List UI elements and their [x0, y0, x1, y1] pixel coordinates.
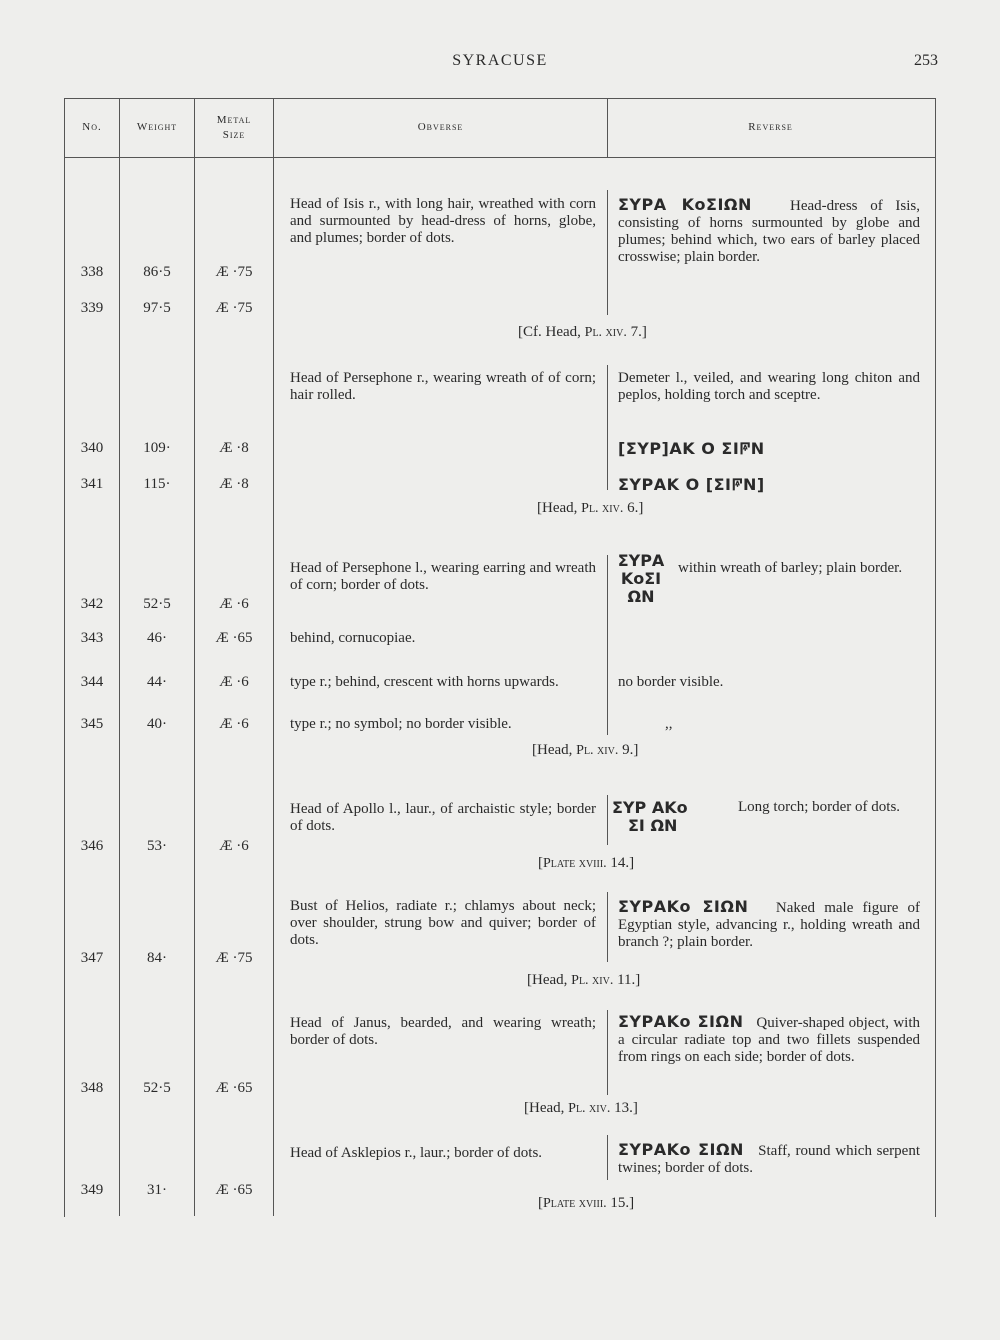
- plate-reference: [Head, Pl. xiv. 11.]: [527, 972, 641, 988]
- ditto-mark: ,,: [665, 716, 673, 732]
- reverse-description: ΣΥΡΑΚο ΣΙΩΝ Quiver-shaped object, with a circular radiate top and two fillets suspended from rings on each side; border of dots.: [618, 1012, 920, 1065]
- reverse-legend: ΣΥΡΑ ΚοΣΙ ΩΝ: [617, 551, 665, 606]
- column-rule: [607, 555, 608, 735]
- entry-weight: 115·: [143, 476, 171, 492]
- entry-number: 340: [80, 440, 104, 456]
- entry-metal-size: Æ ·6: [219, 674, 249, 690]
- entry-metal-size: Æ ·65: [215, 630, 253, 646]
- entry-metal-size: Æ ·8: [219, 440, 249, 456]
- entry-number: 347: [80, 950, 104, 966]
- plate-reference: [Head, Pl. xiv. 9.]: [532, 742, 639, 758]
- entry-weight: 53·: [147, 838, 167, 854]
- entry-number: 343: [80, 630, 104, 646]
- entry-weight: 86·5: [143, 264, 171, 280]
- column-rule: [607, 1010, 608, 1095]
- reverse-description: within wreath of barley; plain border.: [678, 560, 903, 576]
- col-header-weight: Weight: [136, 121, 178, 133]
- entry-weight: 44·: [147, 674, 167, 690]
- reverse-legend: ΣΥΡΑ ΚοΣΙΩΝ: [618, 195, 752, 214]
- obverse-description: Head of Isis r., with long hair, wreathed with corn and surmounted by head-dress of horns, globe, and plumes; border of dots.: [290, 196, 596, 246]
- entry-metal-size: Æ ·65: [215, 1182, 253, 1198]
- obverse-description: type r.; no symbol; no border visible.: [290, 716, 512, 732]
- entry-number: 338: [80, 264, 104, 280]
- plate-reference: [Head, Pl. xiv. 13.]: [524, 1100, 638, 1116]
- entry-number: 339: [80, 300, 104, 316]
- entry-number: 345: [80, 716, 104, 732]
- entry-weight: 46·: [147, 630, 167, 646]
- obverse-description: behind, cornucopiae.: [290, 630, 416, 646]
- entry-number: 342: [80, 596, 104, 612]
- entry-number: 349: [80, 1182, 104, 1198]
- reverse-legend: ΣΥΡΑΚ Ο [ΣΙ𐅊Ν]: [618, 475, 765, 494]
- reverse-text: Head-dress of Isis, consisting of horns surmounted by globe and plumes; behind which, two ears of barley placed crosswise; plain border.: [618, 198, 920, 265]
- reverse-legend: [ΣΥΡ]ΑΚ Ο ΣΙ𐅊Ν: [618, 439, 765, 458]
- column-rule: [607, 892, 608, 962]
- plate-reference: [Plate xviii. 14.]: [538, 855, 635, 871]
- plate-reference: [Head, Pl. xiv. 6.]: [537, 500, 644, 516]
- entry-metal-size: Æ ·75: [215, 950, 253, 966]
- entry-metal-size: Æ ·65: [215, 1080, 253, 1096]
- column-rule: [607, 365, 608, 490]
- reverse-description: Long torch; border of dots.: [738, 799, 901, 815]
- entry-metal-size: Æ ·6: [219, 838, 249, 854]
- obverse-description: Head of Janus, bearded, and wearing wreath; border of dots.: [290, 1015, 596, 1048]
- obverse-description: type r.; behind, crescent with horns upwards.: [290, 674, 559, 690]
- reverse-description: no border visible.: [618, 674, 724, 690]
- obverse-description: Head of Apollo l., laur., of archaistic style; border of dots.: [290, 801, 596, 834]
- col-header-size: Size: [222, 129, 246, 141]
- entry-weight: 109·: [143, 440, 171, 456]
- col-header-obverse: Obverse: [417, 121, 464, 133]
- entry-weight: 52·5: [143, 596, 171, 612]
- column-rule: [607, 795, 608, 845]
- entry-weight: 40·: [147, 716, 167, 732]
- reverse-description: ΣΥΡΑΚο ΣΙΩΝ Naked male figure of Egyptian style, advancing r., holding wreath and branch ?; plain border.: [618, 897, 921, 950]
- obverse-description: Head of Persephone l., wearing earring and wreath of corn; border of dots.: [290, 560, 596, 593]
- page-number: 253: [914, 52, 938, 69]
- col-header-no: No.: [82, 121, 102, 133]
- reverse-description: Demeter l., veiled, and wearing long chiton and peplos, holding torch and sceptre.: [618, 370, 920, 403]
- entry-weight: 31·: [147, 1182, 167, 1198]
- entry-metal-size: Æ ·75: [215, 264, 253, 280]
- obverse-description: Bust of Helios, radiate r.; chlamys about neck; over shoulder, strung bow and quiver; border of dots.: [290, 898, 596, 948]
- col-header-reverse: Reverse: [748, 121, 793, 133]
- entry-weight: 84·: [147, 950, 167, 966]
- obverse-description: Head of Persephone r., wearing wreath of of corn; hair rolled.: [290, 370, 596, 403]
- plate-reference: [Cf. Head, Pl. xiv. 7.]: [518, 324, 647, 340]
- running-title: SYRACUSE: [452, 52, 548, 69]
- column-rule: [607, 1135, 608, 1180]
- obverse-description: Head of Asklepios r., laur.; border of dots.: [290, 1145, 543, 1161]
- plate-reference: [Plate xviii. 15.]: [538, 1195, 635, 1211]
- entry-number: 346: [80, 838, 104, 854]
- col-header-metal: Metal: [216, 114, 252, 126]
- reverse-legend: ΣΥΡ ΑΚο ΣΙ ΩΝ: [612, 798, 688, 835]
- entry-metal-size: Æ ·75: [215, 300, 253, 316]
- entry-metal-size: Æ ·6: [219, 596, 249, 612]
- entry-number: 348: [80, 1080, 104, 1096]
- column-rule: [607, 190, 608, 315]
- entry-number: 344: [80, 674, 104, 690]
- entry-weight: 97·5: [143, 300, 171, 316]
- entry-weight: 52·5: [143, 1080, 171, 1096]
- reverse-description: [618, 196, 920, 266]
- entry-metal-size: Æ ·6: [219, 716, 249, 732]
- entry-metal-size: Æ ·8: [219, 476, 249, 492]
- reverse-description: ΣΥΡΑΚο ΣΙΩΝ Staff, round which serpent twines; border of dots.: [618, 1140, 920, 1176]
- entry-number: 341: [80, 476, 104, 492]
